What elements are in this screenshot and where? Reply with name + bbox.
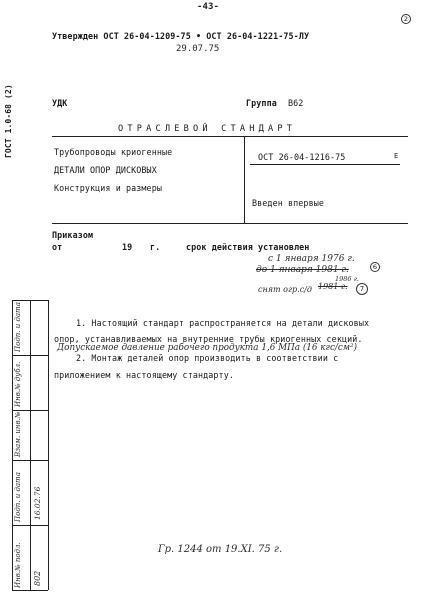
paragraph-2-line-1: 2. Монтаж деталей опор производить в соответствии с	[76, 353, 339, 363]
group-label: Группа	[246, 98, 277, 108]
standard-code: ОСТ 26-04-1216-75	[258, 152, 346, 162]
term-label: срок действия установлен	[186, 242, 310, 252]
corner-mark	[401, 14, 411, 24]
title-rule-top	[52, 136, 408, 137]
standard-code-suffix: Е	[394, 152, 399, 160]
strip-label-3: Взам. инв.№	[14, 411, 22, 457]
term-from: с 1 января 1976 г.	[268, 254, 355, 264]
title-line-2: ДЕТАЛИ ОПОР ДИСКОВЫХ	[54, 165, 157, 175]
circle-mark-7	[356, 283, 368, 295]
order-from-label: от	[52, 242, 63, 252]
strip-rule-5	[12, 525, 48, 526]
title-line-1: Трубопроводы криогенные	[54, 147, 173, 157]
circle-mark-6	[370, 262, 380, 272]
strip-rule-4	[12, 460, 48, 461]
approval-date: 29.07.75	[176, 44, 220, 54]
strip-label-2: Подп. и дата	[14, 472, 22, 522]
approval-line: Утвержден ОСТ 26-04-1209-75 • ОСТ 26-04-1221-75-ЛУ	[52, 31, 310, 41]
title-rule-mid	[52, 223, 408, 224]
group-value: В62	[288, 98, 304, 108]
term-to: до 1 января 1981 г.	[256, 265, 349, 275]
term-to-alt: 1986 г.	[335, 275, 359, 283]
removed-note: снят огр.с/д	[258, 285, 312, 294]
title-line-3: Конструкция и размеры	[54, 183, 162, 193]
strip-rule-2	[12, 355, 48, 356]
order-year-suffix: г.	[150, 242, 161, 252]
strip-label-1: Инв.№ подл.	[14, 542, 22, 588]
handwritten-pressure-note: Допускаемое давление рабочего продукта 1,6 МПа (16 кгс/см²)	[57, 343, 358, 353]
strip-value-inv: 802	[33, 570, 42, 586]
gost-margin-code: ГОСТ 1.0-68 (2)	[4, 84, 13, 158]
strip-label-4: Инв.№ дубл.	[14, 361, 22, 407]
standard-type: ОТРАСЛЕВОЙ СТАНДАРТ	[118, 124, 297, 134]
title-divider	[244, 136, 245, 223]
strip-rule-6	[12, 590, 48, 591]
order-label: Приказом	[52, 230, 94, 240]
circle-mark-6-label: 6	[372, 263, 378, 271]
order-year: 19	[122, 242, 133, 252]
strip-outer-left	[12, 300, 13, 590]
standard-code-underline	[250, 164, 400, 165]
udc-label: УДК	[52, 98, 68, 108]
strip-rule-1	[12, 300, 48, 301]
strip-outer-right	[48, 300, 49, 590]
strip-col-divider	[30, 300, 31, 590]
strip-value-date: 16.02.76	[33, 486, 42, 520]
page-number: -43-	[197, 2, 220, 12]
circle-mark-7-label: 7	[359, 285, 365, 293]
corner-mark-label: 2	[403, 15, 409, 23]
paragraph-1-line-2: опор, устанавливаемых на внутренние трубы криогенных секций.	[54, 334, 363, 344]
paragraph-1-line-1: 1. Настоящий стандарт распространяется на детали дисковых	[76, 318, 370, 328]
strip-label-5: Подп. и дата	[14, 302, 22, 352]
removed-year: 1981 г.	[318, 282, 348, 291]
introduced-label: Введен впервые	[252, 198, 324, 208]
footer-note: Гр. 1244 от 19.XI. 75 г.	[158, 544, 283, 555]
paragraph-2-line-2: приложением к настоящему стандарту.	[54, 370, 234, 380]
